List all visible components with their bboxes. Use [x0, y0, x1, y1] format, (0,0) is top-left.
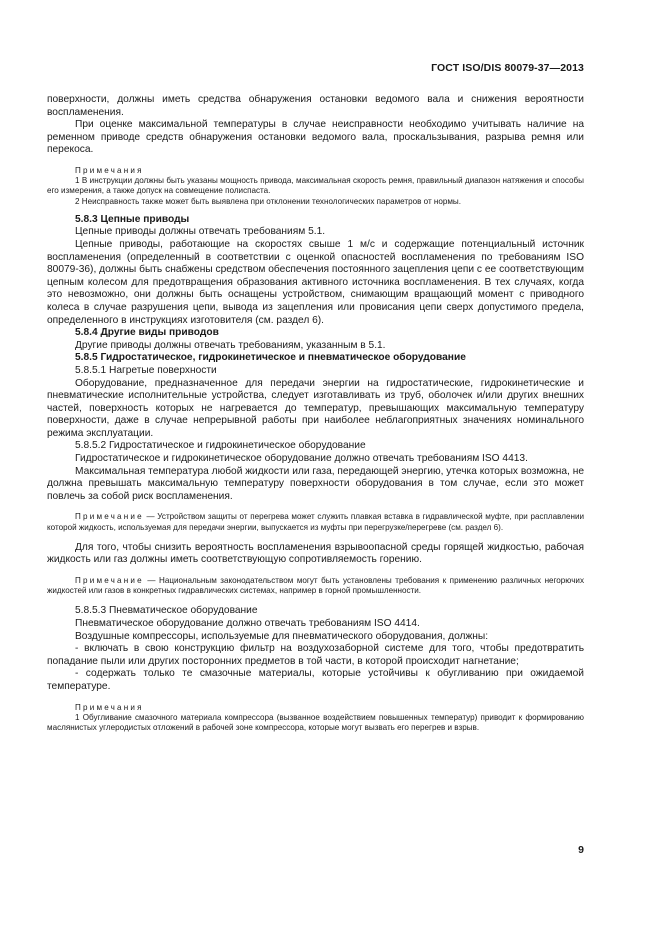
note-label: Примечание — [75, 576, 144, 586]
note-block — [47, 512, 584, 532]
section-heading: 5.8.5 Гидростатическое, гидрокинетическое и пневматическое оборудование — [75, 352, 466, 364]
subsection-heading: 5.8.5.1 Нагретые поверхности — [75, 364, 217, 376]
note-title: Примечания — [75, 165, 144, 175]
subsection-heading: 5.8.5.2 Гидростатическое и гидрокинетическое оборудование — [75, 440, 366, 452]
paragraph: Оборудование, предназначенное для передачи энергии на гидростатические, гидрокинетические и пневматические исполнительные устройства, следует изготавливать из труб, оболочек и/или других внешних частей, поверхность которых не нагревается до температур, превышающих максимальную температуру поверхности, даже в случае непрерывной работы при наиболее неблагоприятных значениях номинального режима эксплуатации. — [47, 377, 584, 439]
paragraph: Пневматическое оборудование должно отвечать требованиям ISO 4414. — [75, 618, 420, 630]
section-heading: 5.8.4 Другие виды приводов — [75, 327, 219, 339]
page-number: 9 — [578, 844, 584, 856]
note-item: 2 Неисправность также может быть выявлена при отклонении технологических параметров от нормы. — [75, 196, 462, 206]
note-text: — Национальным законодательством могут быть установлены требования к применению различных негорючих жидкостей или газов в конкретных гидравлических системах, например в горной промышленности. — [47, 576, 584, 596]
note-label: Примечание — [75, 512, 144, 522]
note-item: 1 В инструкции должны быть указаны мощность привода, максимальная скорость ремня, правильный диапазон натяжения и способы его измерения, а также допуск на совмещение полиспаста. — [47, 176, 584, 196]
paragraph: Цепные приводы, работающие на скоростях свыше 1 м/с и содержащие потенциальный источник воспламенения (определенный в соответствии с оценкой опасностей воспламенения по требованиям ISO 80079-36), должны быть снабжены средством обеспечения постоянного зацепления цепи с ее соответствующим цепным колесом для предотвращения образования активного источника воспламенения. В тех случаях, когда это невозможно, они должны быть оснащены устройством, снимающим вращающий момент с приводного колеса в случае разрушения цепи, вывода из зацепления или провисания цепи сверх допустимого предела, определенного в инструкциях изготовителя (см. раздел 6). — [47, 238, 584, 326]
paragraph: Гидростатическое и гидрокинетическое оборудование должно отвечать требованиям ISO 4413. — [75, 453, 528, 465]
paragraph: Для того, чтобы снизить вероятность воспламенения взрывоопасной среды горящей жидкостью, рабочая жидкость или газ должны иметь соответствующую сопротивляемость горению. — [47, 541, 584, 566]
paragraph: При оценке максимальной температуры в случае неисправности необходимо учитывать наличие на ременном приводе средств обнаружения остановки ведомого вала, проскальзывания, разрыва ремня или перекоса. — [47, 119, 584, 156]
note-block — [47, 576, 584, 596]
note-item: 1 Обугливание смазочного материала компрессора (вызванное воздействием повышенных температур) приводит к формированию маслянистых углеродистых отложений в рабочей зоне компрессора, которые могут вызвать его перегрев и взрыв. — [47, 712, 584, 732]
list-item: - содержать только те смазочные материалы, которые устойчивы к обугливанию при ожидаемой температуре. — [47, 668, 584, 692]
paragraph: Максимальная температура любой жидкости или газа, передающей энергию, утечка которых возможна, не должна превышать максимальную температуру поверхности оборудования в том случае, если это может повлечь за собой риск воспламенения. — [47, 465, 584, 502]
note-block — [47, 703, 584, 734]
document-header: ГОСТ ISO/DIS 80079-37—2013 — [431, 62, 584, 74]
paragraph: Другие приводы должны отвечать требованиям, указанным в 5.1. — [75, 339, 386, 351]
section-heading: 5.8.3 Цепные приводы — [75, 213, 190, 225]
document-body — [47, 94, 584, 733]
list-item: - включать в свою конструкцию фильтр на воздухозаборной системе для того, чтобы предотвратить попадание пыли или других посторонних предметов в той части, в которой происходит нагнетание; — [47, 643, 584, 667]
note-title: Примечания — [75, 702, 144, 712]
subsection-heading: 5.8.5.3 Пневматическое оборудование — [75, 605, 258, 617]
note-block — [47, 166, 584, 207]
paragraph: поверхности, должны иметь средства обнаружения остановки ведомого вала и снижения вероятности воспламенения. — [47, 94, 584, 118]
note-text: — Устройством защиты от перегрева может служить плавкая вставка в гидравлической муфте, при расплавлении которой жидкость, используемая для передачи энергии, выпускается из муфты при перегрузке/перегреве (см. раздел 6). — [47, 512, 584, 532]
paragraph: Цепные приводы должны отвечать требованиям 5.1. — [75, 226, 326, 238]
paragraph: Воздушные компрессоры, используемые для пневматического оборудования, должны: — [75, 630, 489, 642]
